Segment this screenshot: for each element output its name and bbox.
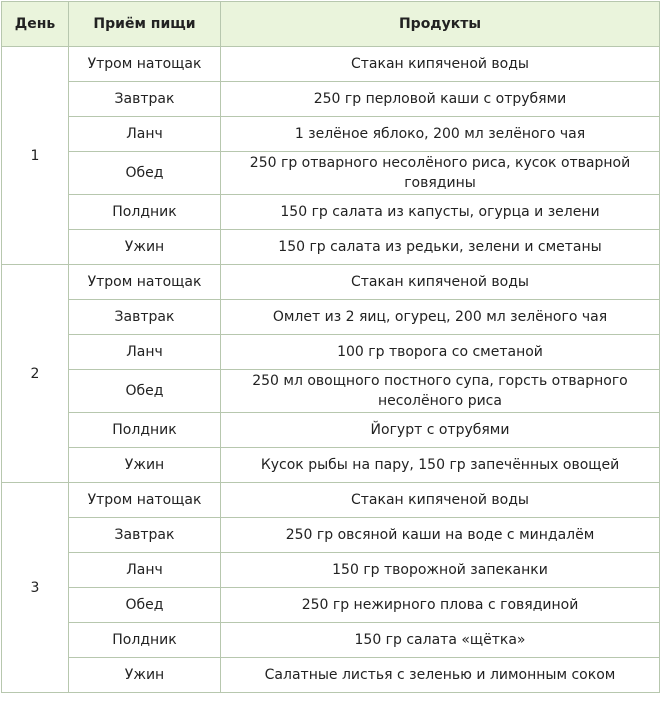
meal-cell: Завтрак — [69, 300, 221, 335]
meal-cell: Полдник — [69, 413, 221, 448]
day-number-cell: 2 — [2, 265, 69, 483]
header-products: Продукты — [221, 2, 660, 47]
products-cell: 150 гр салата «щётка» — [221, 623, 660, 658]
meal-cell: Ланч — [69, 335, 221, 370]
table-row — [2, 413, 660, 448]
table-row — [2, 370, 660, 413]
header-meal: Приём пищи — [69, 2, 221, 47]
meal-cell: Обед — [69, 370, 221, 413]
day-number-cell: 1 — [2, 47, 69, 265]
meal-cell: Полдник — [69, 195, 221, 230]
meal-cell: Утром натощак — [69, 265, 221, 300]
meal-cell: Утром натощак — [69, 47, 221, 82]
meal-cell: Ужин — [69, 230, 221, 265]
table-row — [2, 448, 660, 483]
products-cell: 250 гр нежирного плова с говядиной — [221, 588, 660, 623]
table-row — [2, 117, 660, 152]
table-row — [2, 47, 660, 82]
meal-cell: Ужин — [69, 448, 221, 483]
meal-cell: Обед — [69, 152, 221, 195]
table-row — [2, 658, 660, 693]
meal-cell: Обед — [69, 588, 221, 623]
products-cell: Кусок рыбы на пару, 150 гр запечённых овощей — [221, 448, 660, 483]
products-cell: 250 гр отварного несолёного риса, кусок отварной говядины — [221, 152, 660, 195]
meal-cell: Ужин — [69, 658, 221, 693]
table-row — [2, 553, 660, 588]
meal-cell: Полдник — [69, 623, 221, 658]
table-row — [2, 588, 660, 623]
table-header — [2, 2, 660, 47]
table-row — [2, 195, 660, 230]
day-number-cell: 3 — [2, 483, 69, 693]
table-row — [2, 335, 660, 370]
table-row — [2, 518, 660, 553]
products-cell: 250 гр овсяной каши на воде с миндалём — [221, 518, 660, 553]
products-cell: 1 зелёное яблоко, 200 мл зелёного чая — [221, 117, 660, 152]
diet-table — [1, 1, 660, 693]
products-cell: 250 мл овощного постного супа, горсть отварного несолёного риса — [221, 370, 660, 413]
products-cell: 150 гр творожной запеканки — [221, 553, 660, 588]
meal-cell: Ланч — [69, 117, 221, 152]
products-cell: 150 гр салата из капусты, огурца и зелени — [221, 195, 660, 230]
products-cell: 100 гр творога со сметаной — [221, 335, 660, 370]
table-row — [2, 152, 660, 195]
products-cell: Омлет из 2 яиц, огурец, 200 мл зелёного чая — [221, 300, 660, 335]
meal-cell: Завтрак — [69, 82, 221, 117]
products-cell: Салатные листья с зеленью и лимонным соком — [221, 658, 660, 693]
meal-cell: Утром натощак — [69, 483, 221, 518]
table-row — [2, 230, 660, 265]
products-cell: 250 гр перловой каши с отрубями — [221, 82, 660, 117]
table-row — [2, 483, 660, 518]
header-day: День — [2, 2, 69, 47]
table-row — [2, 300, 660, 335]
meal-cell: Ланч — [69, 553, 221, 588]
table-row — [2, 82, 660, 117]
products-cell: Стакан кипяченой воды — [221, 265, 660, 300]
meal-cell: Завтрак — [69, 518, 221, 553]
products-cell: Стакан кипяченой воды — [221, 47, 660, 82]
products-cell: Стакан кипяченой воды — [221, 483, 660, 518]
table-row — [2, 623, 660, 658]
products-cell: 150 гр салата из редьки, зелени и сметаны — [221, 230, 660, 265]
products-cell: Йогурт с отрубями — [221, 413, 660, 448]
table-row — [2, 265, 660, 300]
table-body — [2, 47, 660, 693]
